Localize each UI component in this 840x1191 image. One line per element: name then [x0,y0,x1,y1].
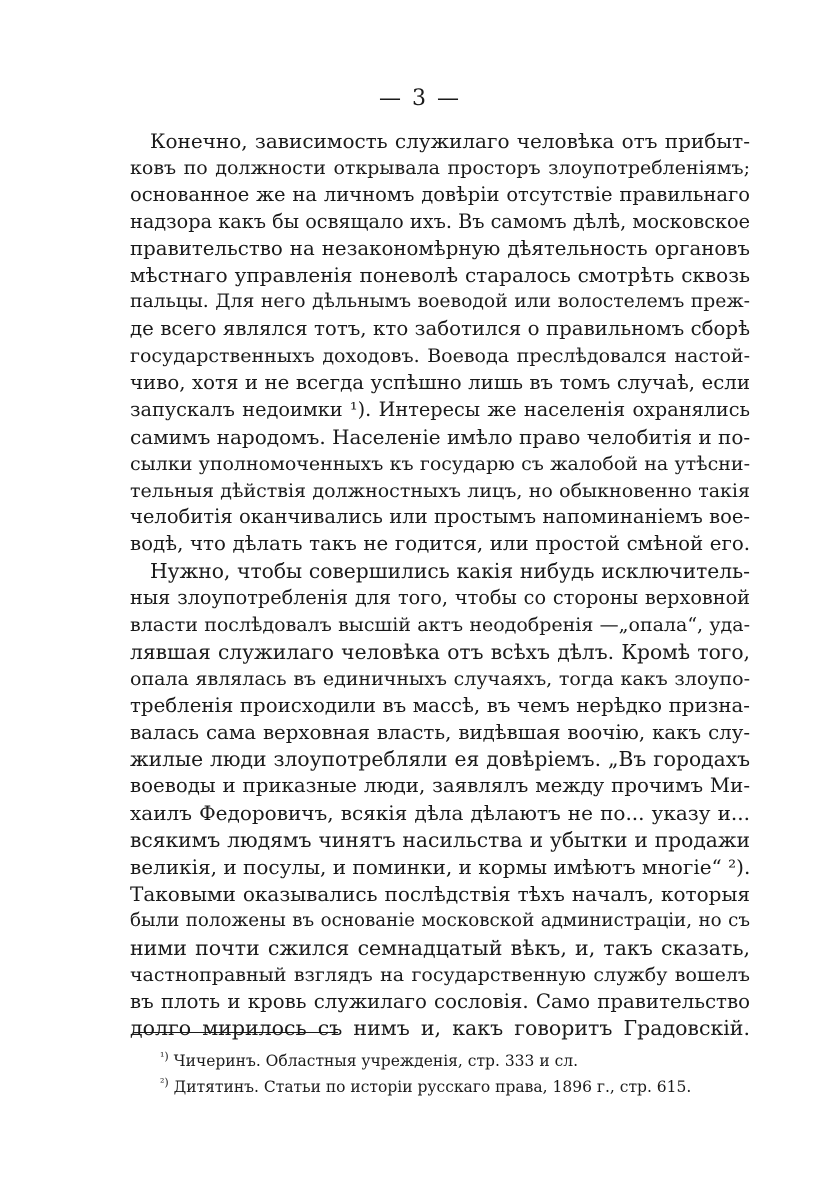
text-line: были положены въ основаніе московской администраціи, но съ [130,909,750,931]
text-line: жилые люди злоупотребляли ея довѣріемъ. „Въ городахъ [130,747,750,772]
text-line: требленія происходили въ массѣ, въ чемъ нерѣдко призна- [130,693,750,717]
text-line: челобитія оканчивались или простымъ напоминаніемъ вое- [130,505,750,529]
text-line: государственныхъ доходовъ. Воевода преслѣдовался настой- [130,345,750,368]
text-line: сылки уполномоченныхъ къ государю съ жалобой на утѣсни- [130,452,750,475]
text-line: великія, и посулы, и поминки, и кормы имѣютъ многіе“ ²). [130,855,751,880]
text-line: ними почти сжился семнадцатый вѣкъ, и, такъ сказать, [130,935,750,960]
text-line: ныя злоупотребленія для того, чтобы со стороны верховной [130,586,750,610]
page-number: — 3 — [379,86,461,111]
footnote-text: Дитятинъ. Статьи по исторіи русскаго права, 1896 г., стр. 615. [173,1078,692,1096]
footnote-divider [133,1032,338,1033]
text-line: опала являлась въ единичныхъ случаяхъ, тогда какъ злоупо- [130,667,750,690]
text-line: частноправный взглядъ на государственную службу вошелъ [130,963,750,986]
text-line: долго мирилось съ нимъ и, какъ говоритъ Градовскій. [130,1016,750,1041]
text-line: воеводы и приказные люди, заявлялъ между прочимъ Ми- [130,774,750,798]
paragraph-1 [130,128,750,558]
text-line: основанное же на личномъ довѣріи отсутствіе правильнаго [130,182,750,206]
text-line: хаилъ Федоровичъ, всякія дѣла дѣлаютъ не по... указу и... [130,801,750,826]
footnote-1 [160,1048,720,1074]
text-line: Таковыми оказывались послѣдствія тѣхъ началъ, которыя [130,881,750,906]
footnote-mark: ¹) [160,1049,169,1063]
footnote-mark: ²) [160,1075,169,1089]
footnote-2 [160,1074,720,1100]
text-line: тельныя дѣйствія должностныхъ лицъ, но обыкновенно такія [130,479,750,502]
text-line: власти послѣдовалъ высшій актъ неодобренія —„опала“, уда- [130,614,750,637]
text-line: де всего являлся тотъ, кто заботился о правильномъ сборѣ [130,317,750,341]
text-line: правительство на незакономѣрную дѣятельность органовъ [130,236,750,260]
text-line: валась сама верховная власть, видѣвшая воочію, какъ слу- [130,720,750,744]
text-line: водѣ, что дѣлать такъ не годится, или простой смѣной его. [130,532,750,556]
text-line: въ плоть и кровь служилаго сословія. Само правительство [130,989,750,1013]
paragraph-2 [130,558,750,1042]
text-line: Нужно, чтобы совершились какія нибудь исключитель- [150,559,750,584]
text-line: пальцы. Для него дѣльнымъ воеводой или волостелемъ преж- [130,291,750,313]
text-line: надзора какъ бы освящало ихъ. Въ самомъ дѣлѣ, московское [130,209,750,233]
footnotes [160,1048,720,1100]
text-line: лявшая служилаго человѣка отъ всѣхъ дѣлъ. Кромѣ того, [130,639,750,664]
text-line: ковъ по должности открывала просторъ злоупотребленіямъ; [130,156,750,179]
text-line: мѣстнаго управленія поневолѣ старалось смотрѣть сквозь [130,263,750,288]
text-line: запускалъ недоимки ¹). Интересы же населенія охранялись [130,397,750,421]
body-text [130,128,750,1042]
text-line: чиво, хотя и не всегда успѣшно лишь въ томъ случаѣ, если [130,371,750,395]
text-line: Конечно, зависимость служилаго человѣка отъ прибыт- [150,129,750,153]
text-line: всякимъ людямъ чинятъ насильства и убытки и продажи [130,828,750,853]
text-line: самимъ народомъ. Населеніе имѣло право челобитія и по- [130,424,751,449]
footnote-text: Чичеринъ. Областныя учрежденія, стр. 333 и сл. [173,1052,579,1070]
